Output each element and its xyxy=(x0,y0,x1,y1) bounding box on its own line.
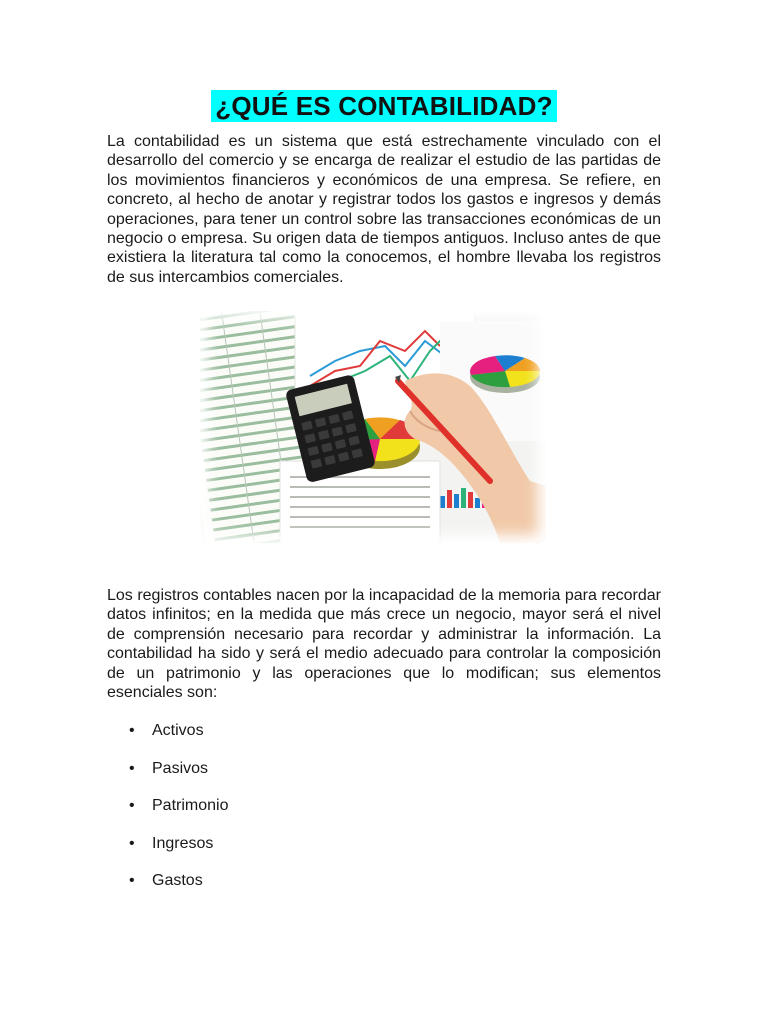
page-title: ¿QUÉ ES CONTABILIDAD? xyxy=(211,90,556,122)
intro-paragraph: La contabilidad es un sistema que está estrechamente vinculado con el desarrollo del comercio y se encarga de realizar el estudio de las partidas de los movimientos financieros y económicos de una empresa. Se refiere, en concreto, al hecho de anotar y registrar todos los gastos e ingresos y demás operaciones, para tener un control sobre las transacciones económicas de un negocio o empresa. Su origen data de tiempos antiguos. Incluso antes de que existiera la literatura tal como la conocemos, el hombre llevaba los registros de sus intercambios comerciales. xyxy=(107,133,661,286)
bullet-icon: • xyxy=(129,834,135,852)
accounting-illustration xyxy=(200,311,546,543)
bullet-icon: • xyxy=(129,872,135,889)
list-item-label: Patrimonio xyxy=(152,797,229,814)
list-item xyxy=(107,756,507,794)
list-item xyxy=(107,831,507,869)
list-item xyxy=(107,868,507,906)
bullet-icon: • xyxy=(129,759,135,777)
list-item xyxy=(107,718,507,756)
list-item xyxy=(107,793,507,831)
title-container xyxy=(0,90,768,122)
accounting-photo-graphic xyxy=(200,311,546,543)
list-item-label: Gastos xyxy=(152,872,203,889)
list-item-label: Activos xyxy=(152,722,204,739)
list-item-label: Ingresos xyxy=(152,834,214,852)
bullet-icon: • xyxy=(129,722,135,739)
list-item-label: Pasivos xyxy=(152,759,209,777)
records-paragraph: Los registros contables nacen por la incapacidad de la memoria para recordar datos infinitos; en la medida que más crece un negocio, mayor será el nivel de comprensión necesario para recordar y administrar la información. La contabilidad ha sido y será el medio adecuado para controlar la composición de un patrimonio y las operaciones que lo modifican; sus elementos esenciales son: xyxy=(107,587,661,702)
elements-list xyxy=(107,718,507,906)
bullet-icon: • xyxy=(129,797,135,814)
pie-chart-right xyxy=(470,355,540,393)
